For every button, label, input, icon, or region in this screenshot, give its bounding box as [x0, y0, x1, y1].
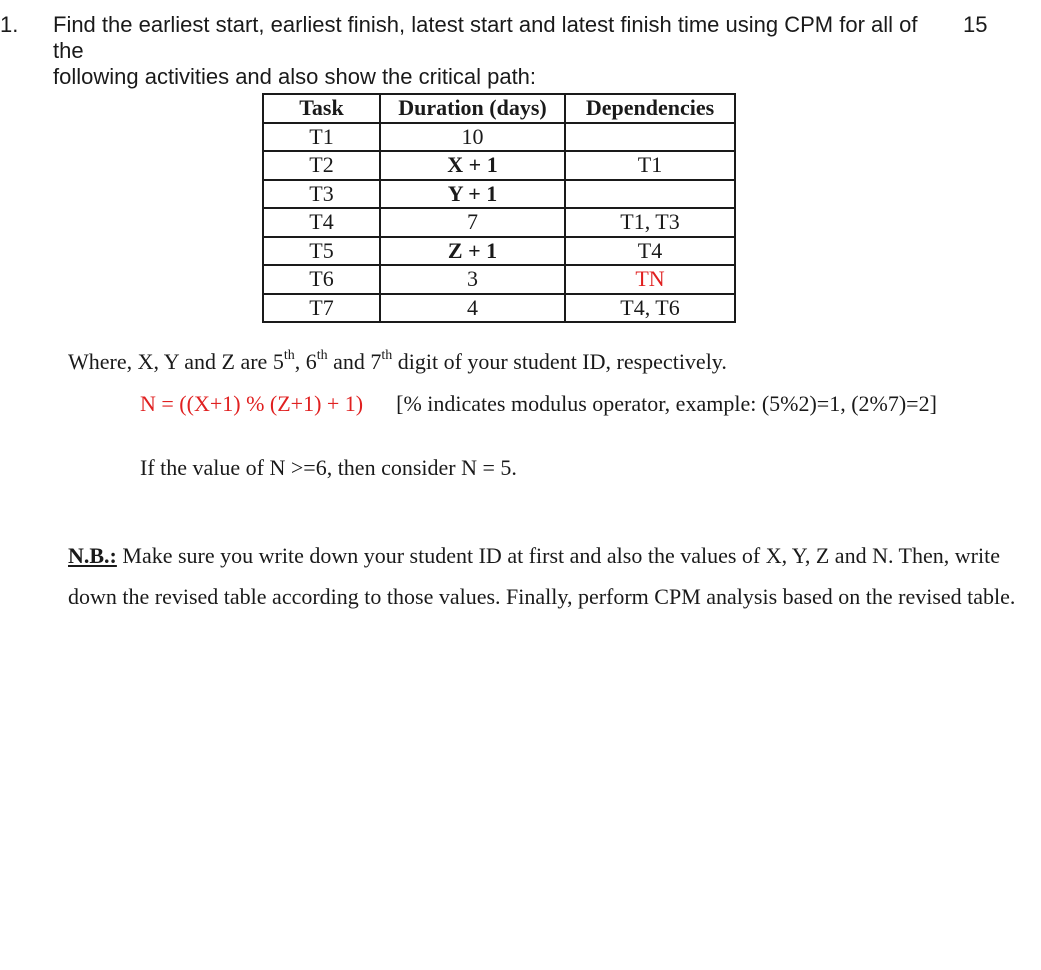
where-text: digit of your student ID, respectively.: [392, 349, 727, 374]
dependencies-cell: T4, T6: [565, 294, 735, 323]
duration-cell: X + 1: [380, 151, 565, 180]
task-cell: T3: [263, 180, 380, 209]
condition-line: If the value of N >=6, then consider N = 5.: [140, 455, 517, 480]
question-number: 1.: [0, 12, 19, 37]
task-table: [262, 93, 736, 323]
duration-cell: 3: [380, 265, 565, 294]
task-cell: T1: [263, 123, 380, 152]
dependencies-cell: T4: [565, 237, 735, 266]
formula-expression: N = ((X+1) % (Z+1) + 1): [140, 391, 364, 416]
formula-note: [% indicates modulus operator, example: (5%2)=1, (2%7)=2]: [396, 391, 937, 416]
duration-cell: Z + 1: [380, 237, 565, 266]
task-cell: T7: [263, 294, 380, 323]
table-row: [263, 151, 735, 180]
question-line-1: Find the earliest start, earliest finish, latest start and latest finish time using CPM for all of the: [53, 12, 918, 63]
task-cell: T6: [263, 265, 380, 294]
table-row: [263, 265, 735, 294]
ordinal-suffix: th: [316, 347, 328, 363]
note-text: Make sure you write down your student ID at first and also the values of X, Y, Z and N. Then, write down the revised table according to those values. Finally, perform CPM analysis based on the revised table.: [68, 543, 1016, 609]
where-line: [68, 349, 727, 375]
duration-cell: 4: [380, 294, 565, 323]
note-block: [68, 535, 1028, 617]
task-cell: T4: [263, 208, 380, 237]
ordinal-suffix: th: [283, 347, 295, 363]
table-row: [263, 180, 735, 209]
dependencies-cell-tn: TN: [565, 265, 735, 294]
table-row: [263, 123, 735, 152]
table-header-row: [263, 94, 735, 123]
note-label: N.B.:: [68, 543, 117, 568]
duration-cell: 10: [380, 123, 565, 152]
formula-line: [140, 391, 937, 417]
duration-cell: Y + 1: [380, 180, 565, 209]
header-task: Task: [263, 94, 380, 123]
dependencies-cell: [565, 123, 735, 152]
table-row: [263, 294, 735, 323]
duration-cell: 7: [380, 208, 565, 237]
header-dependencies: Dependencies: [565, 94, 735, 123]
question-line-2: following activities and also show the critical path:: [53, 64, 537, 89]
table-row: [263, 237, 735, 266]
header-duration: Duration (days): [380, 94, 565, 123]
where-text: and 7: [327, 349, 382, 374]
table-row: [263, 208, 735, 237]
dependencies-cell: [565, 180, 735, 209]
task-cell: T2: [263, 151, 380, 180]
ordinal-suffix: th: [381, 347, 393, 363]
question-text: [53, 12, 953, 90]
task-cell: T5: [263, 237, 380, 266]
dependencies-cell: T1: [565, 151, 735, 180]
where-text: , 6: [294, 349, 317, 374]
where-text: Where, X, Y and Z are 5: [68, 349, 284, 374]
dependencies-cell: T1, T3: [565, 208, 735, 237]
question-marks: 15: [963, 12, 988, 37]
